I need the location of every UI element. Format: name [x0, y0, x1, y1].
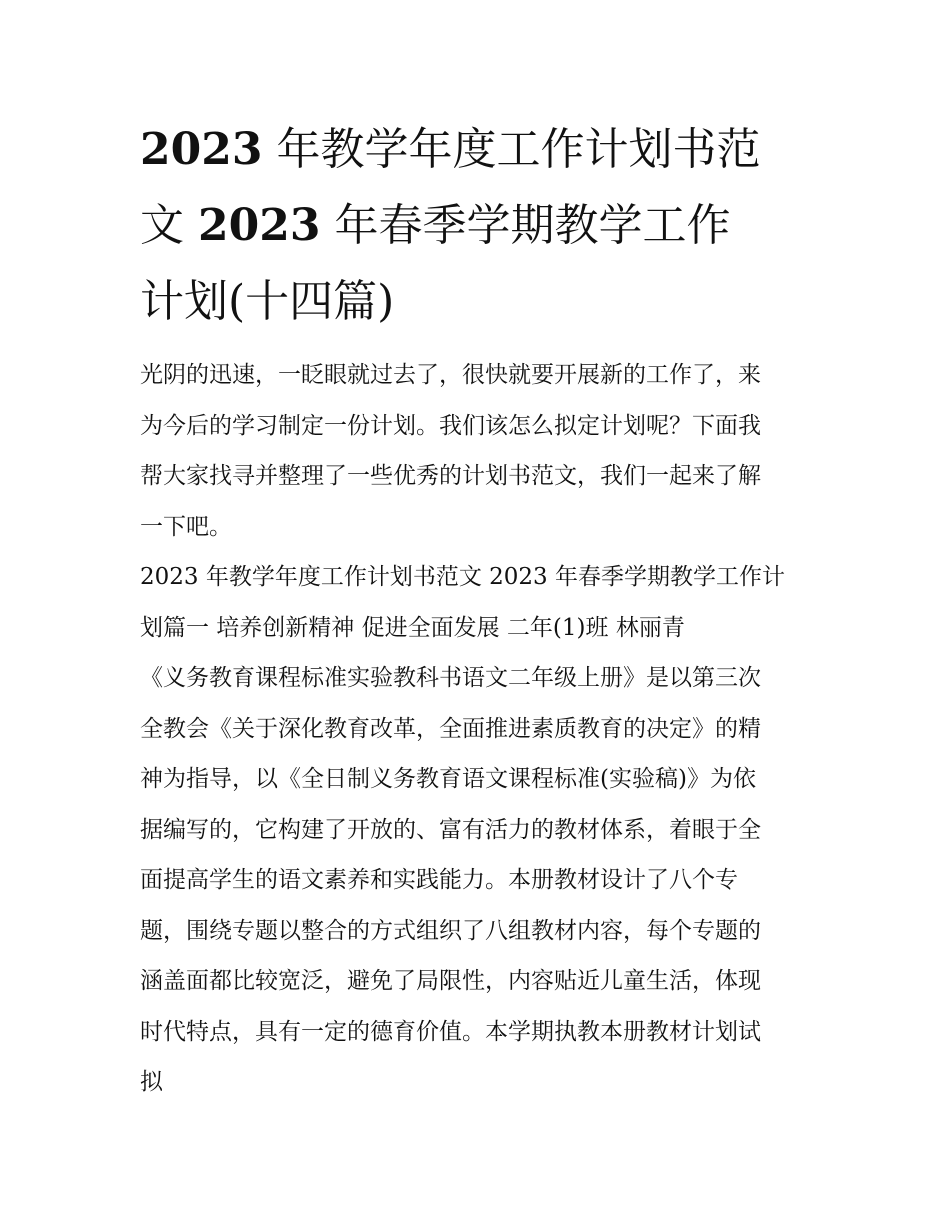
body-line-6: 题，围绕专题以整合的方式组织了八组教材内容，每个专题的 [140, 917, 761, 944]
title-line-3: 计划(十四篇) [140, 276, 395, 327]
body-line-5: 面提高学生的语文素养和实践能力。本册教材设计了八个专 [140, 867, 738, 893]
body-line-9: 拟 [140, 1069, 163, 1095]
body-line-2: 全教会《关于深化教育改革，全面推进素质教育的决定》的精 [140, 715, 761, 742]
intro-line-4: 一下吧。 [140, 513, 232, 540]
document-page [140, 112, 812, 1108]
body-line-1: 《义务教育课程标准实验教科书语文二年级上册》是以第三次 [140, 665, 761, 691]
body-line-7: 涵盖面都比较宽泛，避免了局限性，内容贴近儿童生活，体现 [140, 968, 761, 994]
section-heading-paragraph [140, 552, 812, 653]
title-line-1: 2023 年教学年度工作计划书范 [140, 124, 761, 175]
body-line-4: 据编写的，它构建了开放的、富有活力的教材体系，着眼于全 [140, 816, 761, 843]
title-line-2: 文 2023 年春季学期教学工作 [140, 200, 731, 251]
body-line-8: 时代特点，具有一定的德育价值。本学期执教本册教材计划试 [140, 1018, 761, 1045]
intro-line-3: 帮大家找寻并整理了一些优秀的计划书范文，我们一起来了解 [140, 463, 761, 489]
body-paragraph [140, 653, 812, 1108]
intro-line-2: 为今后的学习制定一份计划。我们该怎么拟定计划呢？下面我 [140, 412, 761, 439]
intro-paragraph [140, 350, 812, 552]
section-line-1: 2023 年教学年度工作计划书范文 2023 年春季学期教学工作计 [140, 564, 785, 590]
document-title [140, 112, 812, 340]
intro-line-1: 光阴的迅速，一眨眼就过去了，很快就要开展新的工作了，来 [140, 362, 761, 388]
section-line-2: 划篇一 培养创新精神 促进全面发展 二年(1)班 林丽青 [140, 614, 685, 641]
body-line-3: 神为指导，以《全日制义务教育语文课程标准(实验稿)》为依 [140, 766, 756, 792]
